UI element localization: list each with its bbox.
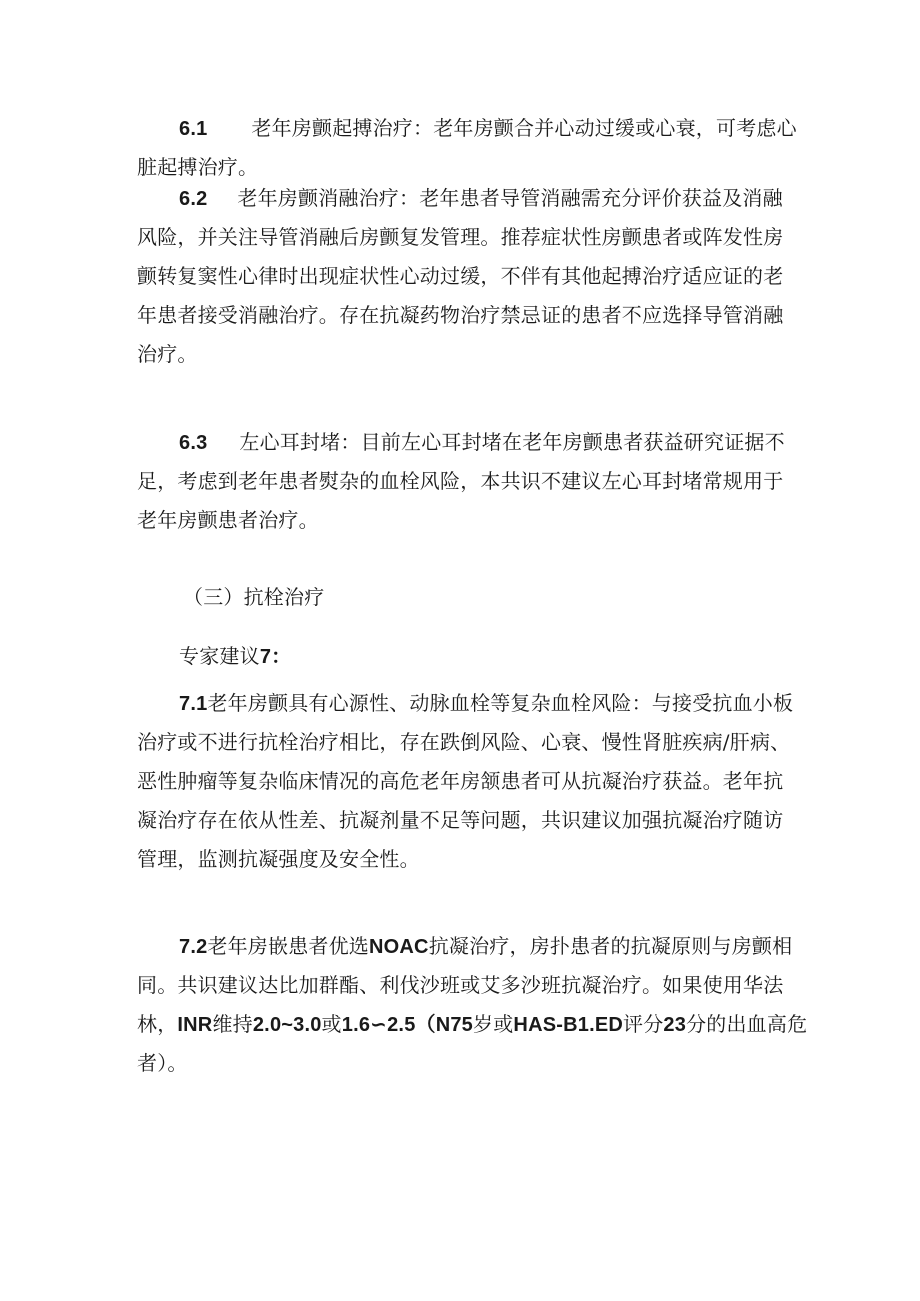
paragraph-text: 抗凝治疗，房扑患者的抗凝原则与房颤相: [428, 934, 793, 958]
drug-abbreviation: NOAC: [369, 936, 429, 958]
expert-number: 7: [259, 646, 272, 668]
paren-open: （: [415, 1014, 436, 1036]
paragraph-text: 同。共识建议达比加群酯、利伐沙班或艾多沙班抗凝治疗。如果使用华法: [137, 973, 784, 997]
paragraph-text: 老年房颤起搏治疗：老年房颤合并心动过缓或心衰，可考虑心: [251, 116, 797, 140]
paragraph-text: 者）。: [137, 1051, 188, 1075]
paragraph-text: 管理，监测抗凝强度及安全性。: [137, 847, 420, 871]
paragraph-text: 恶性肿瘤等复杂临床情况的高危老年房颔患者可从抗凝治疗获益。老年抗: [137, 769, 784, 793]
section-number: 6.2: [179, 188, 208, 210]
paragraph-text: 岁或: [473, 1012, 514, 1036]
score-name: HAS-B1.ED: [513, 1014, 624, 1036]
paragraph-text: 老年房颤消融治疗：老年患者导管消融需充分评价获益及消融: [237, 186, 783, 210]
paragraph-text: 足，考虑到老年患者熨杂的血栓风险，本共识不建议左心耳封堵常规用于: [137, 469, 784, 493]
paragraph-text: 治疗或不进行抗栓治疗相比，存在跌倒风险、心衰、慢性肾脏疾病/肝病、: [137, 730, 791, 754]
paragraph-text: 老年房颤患者治疗。: [137, 508, 319, 532]
subheading: [137, 582, 787, 613]
section-number: 7.1: [179, 693, 208, 715]
subheading-text: （三）抗栓治疗: [183, 585, 325, 609]
paragraph-text: 评分: [623, 1012, 664, 1036]
inr-range-1: 2.0~3.0: [252, 1014, 322, 1036]
section-number: 7.2: [179, 936, 208, 958]
paragraph-7-2: [137, 931, 808, 1079]
paragraph-text: 林，: [137, 1012, 178, 1036]
paragraph-text: 凝治疗存在依从性差、抗凝剂量不足等问题，共识建议加强抗凝治疗随访: [137, 808, 784, 832]
section-number: 6.3: [179, 432, 208, 454]
paragraph-text: 左心耳封堵：目前左心耳封堵在老年房颤患者获益研究证据不: [239, 430, 785, 454]
section-number: 6.1: [179, 118, 208, 140]
paragraph-text: 治疗。: [137, 342, 198, 366]
score-value: 23: [663, 1014, 687, 1036]
paragraph-text: 年患者接受消融治疗。存在抗凝药物治疗禁忌证的患者不应选择导管消融: [137, 303, 784, 327]
paragraph-6-3: [137, 427, 787, 536]
inr-range-2: 1.6∽2.5: [341, 1014, 416, 1036]
paragraph-text: 分的出血高危: [686, 1012, 808, 1036]
expert-label: [137, 641, 787, 672]
paragraph-text: 颤转复窦性心律时出现症状性心动过缓，不伴有其他起搏治疗适应证的老: [137, 264, 784, 288]
paragraph-text: 老年房颤具有心源性、动脉血栓等复杂血栓风险：与接受抗血小板: [207, 691, 794, 715]
paragraph-7-1: [137, 688, 794, 875]
paragraph-text: 风险，并关注导管消融后房颤复发管理。推荐症状性房颤患者或阵发性房: [137, 225, 784, 249]
paragraph-text: 维持: [212, 1012, 253, 1036]
inr-label: INR: [177, 1014, 213, 1036]
paragraph-text: 脏起搏治疗。: [137, 155, 259, 179]
paragraph-text: 或: [321, 1012, 342, 1036]
age-threshold: N75: [435, 1014, 474, 1036]
expert-label-text: 专家建议: [179, 644, 260, 668]
expert-colon: ：: [271, 646, 292, 668]
paragraph-6-1: [137, 113, 797, 183]
paragraph-6-2: [137, 183, 787, 370]
paragraph-text: 老年房嵌患者优选: [207, 934, 370, 958]
